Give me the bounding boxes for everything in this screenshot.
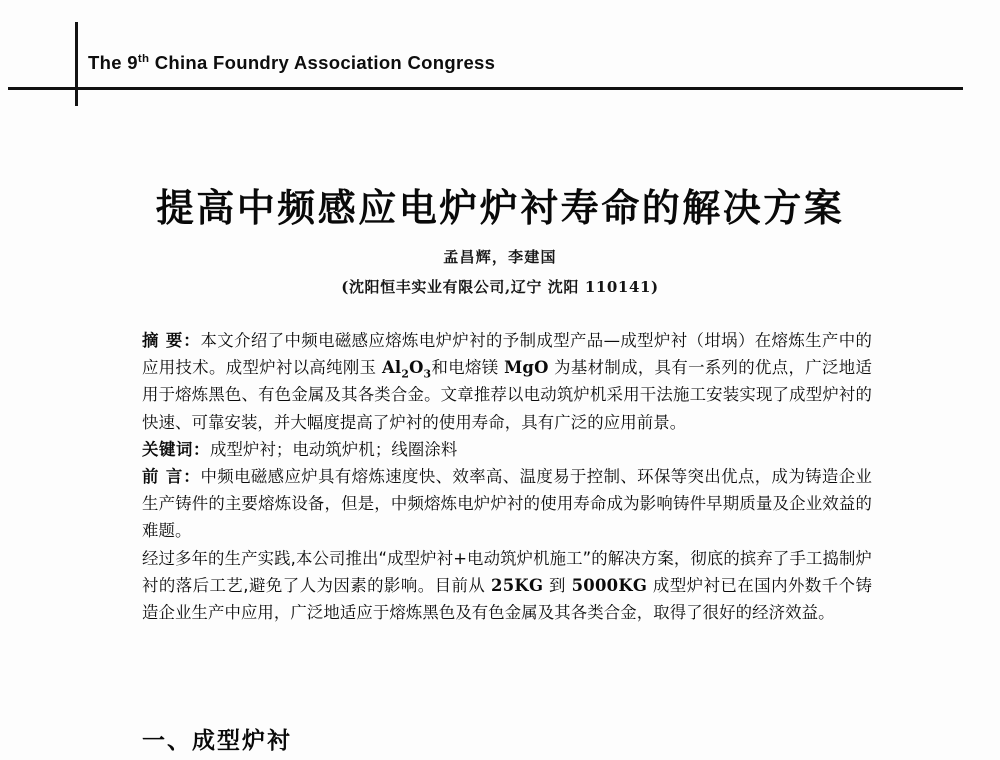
keywords-paragraph [142, 436, 872, 463]
foreword-label: 前 言： [142, 467, 201, 487]
author-affiliation: (沈阳恒丰实业有限公司,辽宁 沈阳 110141) [341, 278, 659, 297]
formula-alumina-sub-2: 2 [401, 367, 410, 381]
foreword-text: 中频电磁感应炉具有熔炼速度快、效率高、温度易于控制、环保等突出优点，成为铸造企业生产铸件的主要熔炼设备，但是，中频熔炼电炉炉衬的使用寿命成为影响铸件早期质量及企业效益的难题。 [142, 467, 872, 541]
capacity-min-value: 25KG [491, 575, 544, 595]
practice-text-3: 成型炉衬已在国内外数千个铸造企业生产中应用，广泛地适应于熔炼黑色及有色金属及其各类合金，取得了很好的经济效益。 [142, 575, 872, 623]
running-header-title [88, 52, 495, 74]
section-heading-1: 一、成型炉衬 [142, 728, 292, 754]
formula-alumina-sub-3: 3 [423, 367, 432, 381]
formula-alumina [381, 358, 432, 381]
page-title: 提高中频感应电炉炉衬寿命的解决方案 [155, 186, 845, 230]
formula-magnesia: MgO [504, 358, 549, 378]
running-header [0, 0, 1000, 110]
formula-alumina-al: Al [381, 358, 402, 378]
practice-text-1: 经过多年的生产实践,本公司推出“成型炉衬+电动筑炉机施工”的解决方案，彻底的摈弃了手工捣制炉衬的落后工艺,避免了人为因素的影响。目前从 [142, 548, 872, 595]
running-header-title-ordinal: th [137, 52, 150, 65]
title-block [0, 186, 1000, 297]
capacity-max-value: 5000KG [571, 575, 648, 595]
keywords-text: 成型炉衬；电动筑炉机；线圈涂料 [209, 439, 458, 459]
document-body [142, 327, 872, 626]
author-list: 孟昌辉，李建国 [443, 248, 557, 267]
abstract-text-3: 为基材制成，具有一系列的优点，广泛地适用于熔炼黑色、有色金属及其各类合金。文章推荐以电动筑炉机采用干法施工安装实现了成型炉衬的快速、可靠安装，并大幅度提高了炉衬的使用寿命，具有广泛的应用前景。 [142, 358, 872, 432]
practice-text-2: 到 [543, 575, 572, 595]
abstract-paragraph [142, 327, 872, 436]
header-horizontal-rule [8, 87, 963, 90]
practice-paragraph [142, 545, 872, 627]
abstract-text-1: 本文介绍了中频电磁感应熔炼电炉炉衬的予制成型产品—成型炉衬（坩埚）在熔炼生产中的应用技术。成型炉衬以高纯刚玉 [142, 331, 872, 378]
keywords-label: 关键词： [142, 439, 210, 459]
running-header-title-suffix: China Foundry Association Congress [149, 52, 496, 73]
formula-alumina-o: O [409, 358, 424, 378]
abstract-text-2: 和电熔镁 [431, 358, 505, 378]
foreword-paragraph [142, 463, 872, 545]
running-header-title-prefix: The 9 [88, 52, 138, 73]
abstract-label: 摘 要： [142, 331, 201, 350]
header-vertical-rule [75, 22, 78, 106]
